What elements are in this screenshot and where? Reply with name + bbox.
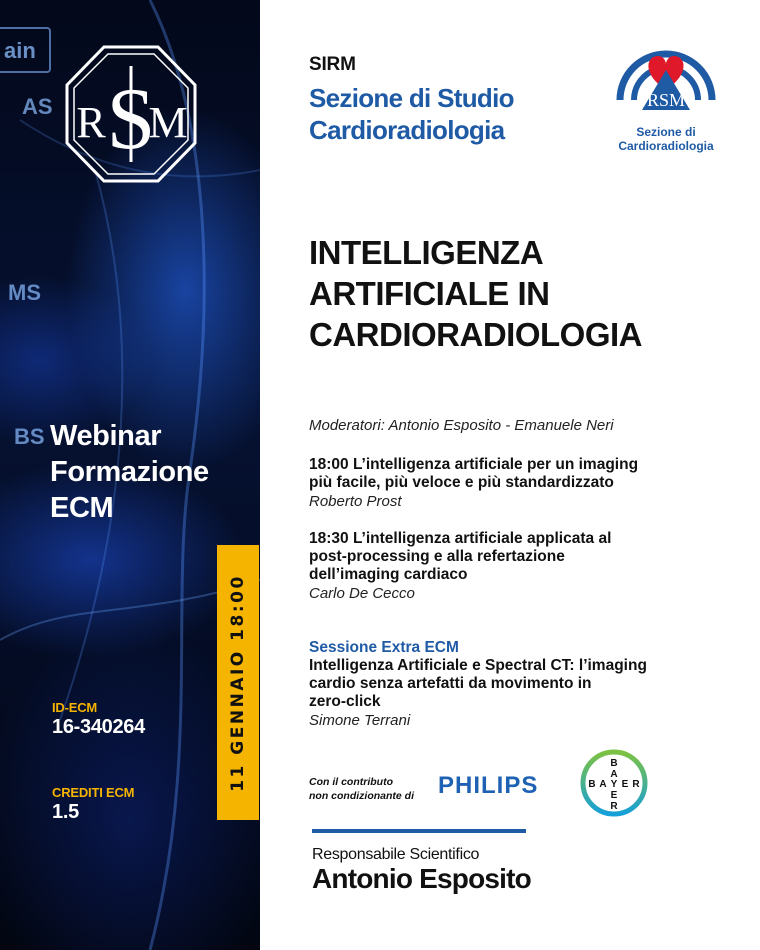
webinar-title: Webinar Formazione ECM (50, 420, 209, 524)
bg-label-ms: MS (8, 280, 41, 305)
svg-text:R: R (76, 98, 106, 147)
talk-title: 18:30 L’intelligenza artificiale applicata al post-processing e alla refertazione dell’imaging cardiaco (309, 530, 612, 583)
org-name: SIRM (309, 54, 356, 75)
svg-text:S: S (106, 71, 156, 168)
crediti-label: CREDITI ECM (52, 785, 135, 800)
philips-logo: PHILIPS (438, 772, 539, 799)
main-title: INTELLIGENZA ARTIFICIALE IN CARDIORADIOLOGIA (309, 234, 642, 353)
svg-text:Y: Y (610, 779, 618, 790)
date-bar (217, 545, 259, 820)
crediti-value: 1.5 (52, 801, 79, 823)
bg-label-bs: BS (14, 424, 45, 449)
talk-speaker: Simone Terrani (309, 712, 411, 729)
divider (312, 829, 526, 833)
extra-session (309, 639, 729, 730)
svg-text:B: B (610, 758, 618, 769)
svg-text:R: R (610, 801, 618, 812)
sezione-logo-caption: Sezione di Cardioradiologia (618, 125, 714, 153)
svg-text:B: B (588, 779, 596, 790)
svg-text:E: E (610, 790, 618, 801)
svg-text:R: R (632, 779, 640, 790)
sezione-logo-mark: RSM (646, 90, 686, 110)
id-ecm-label: ID-ECM (52, 700, 98, 715)
svg-text:A: A (599, 779, 607, 790)
bg-label-as: AS (22, 94, 53, 119)
bayer-logo (580, 749, 648, 817)
talk-title: 18:00 L’intelligenza artificiale per un imaging più facile, più veloce e più standardizzato (309, 456, 639, 491)
svg-text:M: M (148, 98, 188, 147)
talk-2 (309, 530, 729, 603)
bg-label-ain: ain (4, 38, 36, 63)
rsm-logo (64, 44, 198, 184)
svg-text:E: E (621, 779, 629, 790)
responsabile-label: Responsabile Scientifico (312, 846, 480, 863)
moderators: Moderatori: Antonio Esposito - Emanuele Neri (309, 417, 614, 434)
talk-speaker: Roberto Prost (309, 493, 402, 510)
id-ecm-value: 16-340264 (52, 716, 145, 738)
event-date: 11 GENNAIO 18:00 (228, 573, 248, 792)
talk-1 (309, 456, 729, 511)
organization-header (309, 54, 514, 146)
talk-speaker: Carlo De Cecco (309, 585, 415, 602)
sponsor-note: Con il contributo non condizionante di (309, 776, 414, 802)
talk-title: Intelligenza Artificiale e Spectral CT: l’imaging cardio senza artefatti da movimento in zero-click (309, 657, 647, 710)
svg-text:A: A (610, 769, 618, 780)
sezione-cardioradiologia-logo (612, 26, 720, 118)
extra-session-label: Sessione Extra ECM (309, 639, 459, 656)
section-name: Sezione di Studio Cardioradiologia (309, 83, 514, 145)
left-panel (0, 0, 260, 950)
responsabile-name: Antonio Esposito (312, 863, 531, 894)
